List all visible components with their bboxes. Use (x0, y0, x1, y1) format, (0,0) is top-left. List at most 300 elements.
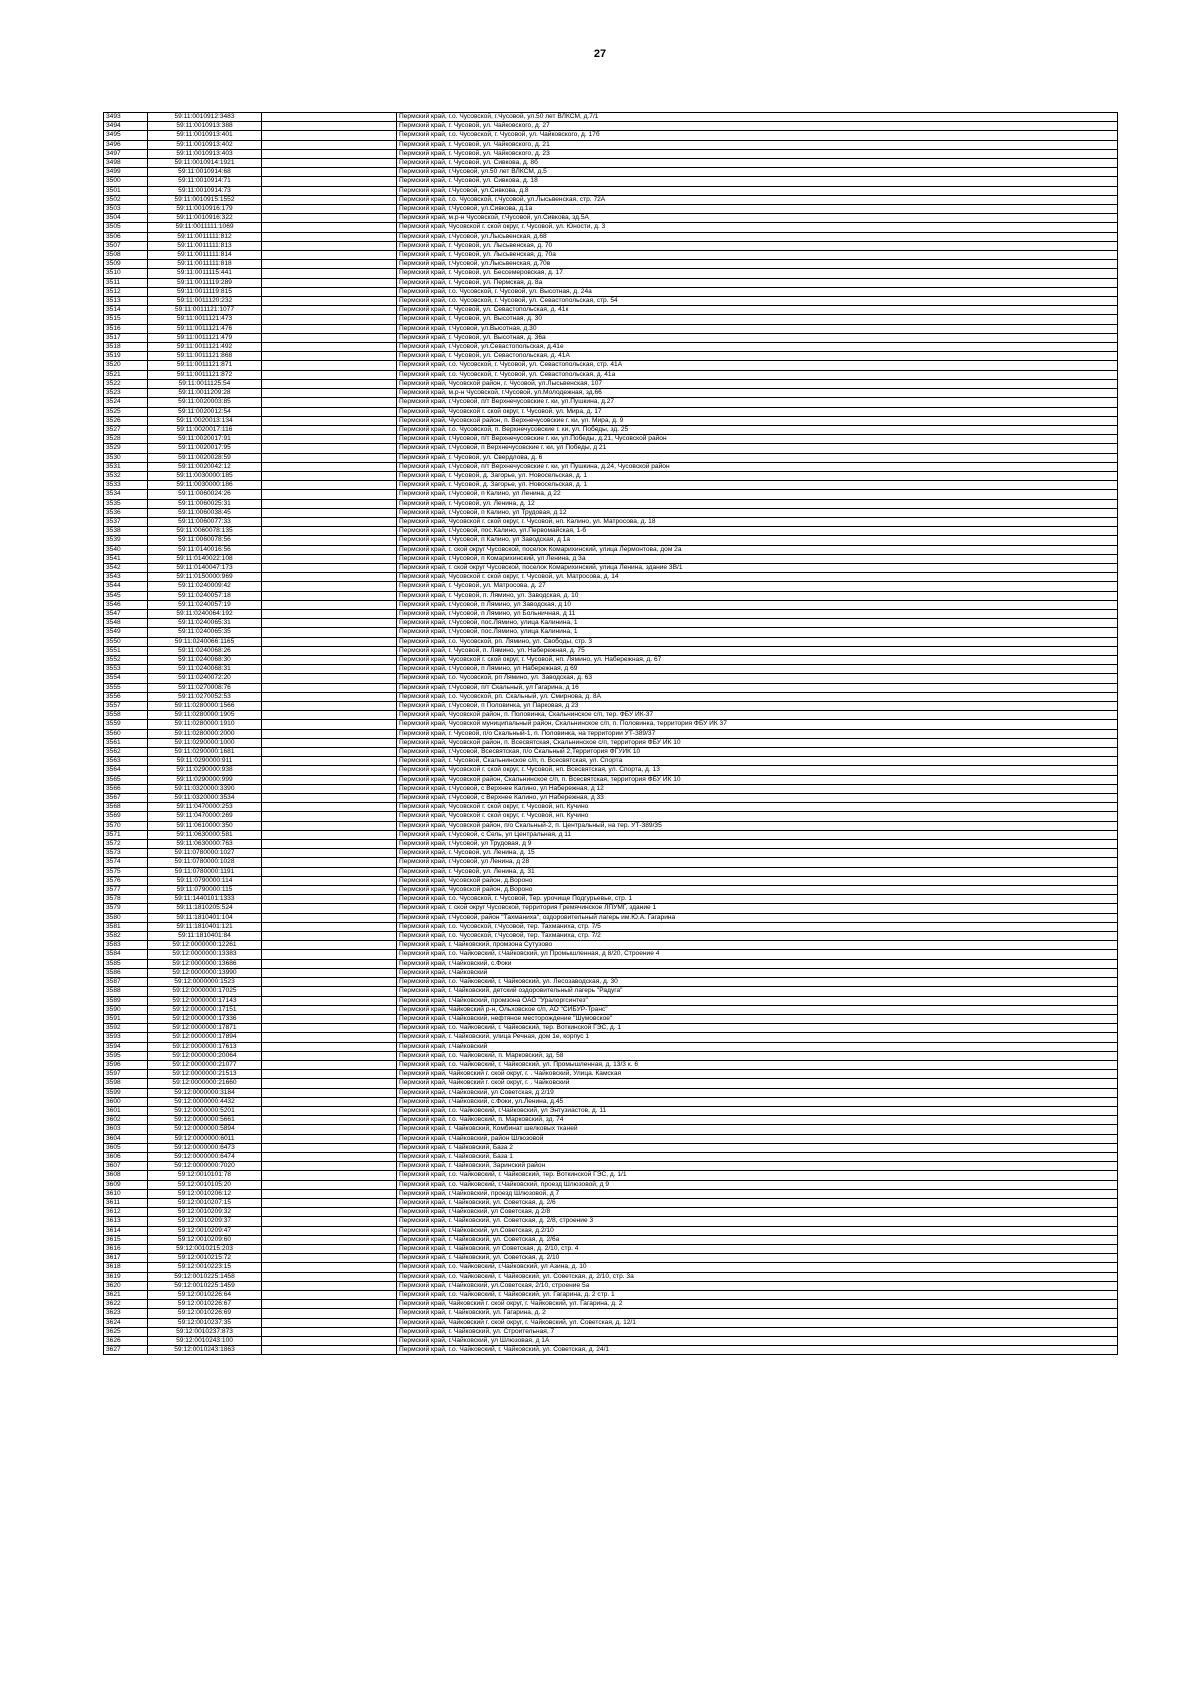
empty-cell (262, 517, 397, 526)
table-row (104, 950, 1118, 959)
table-row (104, 1300, 1118, 1309)
address: Пермский край, г.о. Чайковский, г. Чайковский, ул. Гагарина, д. 2 стр. 1 (397, 1291, 1118, 1300)
address: Пермский край, г.о. Чусовской, г.Чусовой, ул.Лысьвенская, стр. 72А (397, 195, 1118, 204)
row-number: 3583 (104, 941, 148, 950)
row-number: 3558 (104, 711, 148, 720)
empty-cell (262, 784, 397, 793)
table-row (104, 269, 1118, 278)
table-row (104, 655, 1118, 664)
empty-cell (262, 1244, 397, 1253)
row-number: 3572 (104, 840, 148, 849)
row-number: 3538 (104, 527, 148, 536)
empty-cell (262, 1263, 397, 1272)
row-number: 3573 (104, 849, 148, 858)
row-number: 3611 (104, 1198, 148, 1207)
table-row (104, 821, 1118, 830)
table-row (104, 1337, 1118, 1346)
row-number: 3496 (104, 140, 148, 149)
empty-cell (262, 1088, 397, 1097)
empty-cell (262, 812, 397, 821)
table-row (104, 407, 1118, 416)
address: Пермский край, Чусовской район, г. Чусовой, ул.Лысьвенская, 107 (397, 379, 1118, 388)
row-number: 3598 (104, 1079, 148, 1088)
empty-cell (262, 895, 397, 904)
empty-cell (262, 389, 397, 398)
table-row (104, 140, 1118, 149)
cadastral-number: 59:12:0000000:17025 (148, 987, 262, 996)
cadastral-number: 59:12:0010226:64 (148, 1291, 262, 1300)
empty-cell (262, 959, 397, 968)
address: Пермский край, г.о. Чайковский, г. Чайковский, ул. Лесозаводская, д. 30 (397, 978, 1118, 987)
cadastral-number: 59:11:0290000:1000 (148, 738, 262, 747)
table-row (104, 987, 1118, 996)
cadastral-number: 59:11:0240066:1165 (148, 637, 262, 646)
cadastral-number: 59:12:0010226:67 (148, 1300, 262, 1309)
address: Пермский край, г.Чусовой, ул.Высотная, д.30 (397, 324, 1118, 333)
cadastral-number: 59:11:0280000:1910 (148, 720, 262, 729)
cadastral-number: 59:12:0000000:4432 (148, 1097, 262, 1106)
empty-cell (262, 1042, 397, 1051)
cadastral-number: 59:11:0020013:134 (148, 416, 262, 425)
row-number: 3495 (104, 131, 148, 140)
cadastral-number: 59:12:0000000:6011 (148, 1134, 262, 1143)
empty-cell (262, 481, 397, 490)
empty-cell (262, 1198, 397, 1207)
row-number: 3566 (104, 784, 148, 793)
cadastral-number: 59:11:0780000:1191 (148, 867, 262, 876)
row-number: 3613 (104, 1217, 148, 1226)
row-number: 3600 (104, 1097, 148, 1106)
row-number: 3513 (104, 297, 148, 306)
row-number: 3549 (104, 628, 148, 637)
cadastral-number: 59:12:0010237:873 (148, 1327, 262, 1336)
address: Пермский край, г.Чайковский, ул.Советская, 2/10, строение 5а (397, 1281, 1118, 1290)
row-number: 3608 (104, 1171, 148, 1180)
table-row (104, 223, 1118, 232)
cadastral-number: 59:11:0011121:492 (148, 343, 262, 352)
cadastral-number: 59:11:0630000:581 (148, 830, 262, 839)
table-row (104, 876, 1118, 885)
empty-cell (262, 996, 397, 1005)
cadastral-number: 59:11:0290000:938 (148, 766, 262, 775)
cadastral-number: 59:11:0060078:135 (148, 527, 262, 536)
table-row (104, 453, 1118, 462)
empty-cell (262, 471, 397, 480)
table-row (104, 959, 1118, 968)
table-row (104, 1281, 1118, 1290)
row-number: 3517 (104, 333, 148, 342)
cadastral-number: 59:12:0000000:3184 (148, 1088, 262, 1097)
table-row (104, 609, 1118, 618)
cadastral-number: 59:12:0010243:1863 (148, 1346, 262, 1355)
table-row (104, 711, 1118, 720)
table-row (104, 214, 1118, 223)
table-row (104, 922, 1118, 931)
row-number: 3544 (104, 582, 148, 591)
row-number: 3570 (104, 821, 148, 830)
table-row (104, 1143, 1118, 1152)
address: Пермский край, г.о. Чусовской, рп. Скальный, ул. Смирнова, д. 8А (397, 692, 1118, 701)
table-row (104, 665, 1118, 674)
empty-cell (262, 968, 397, 977)
cadastral-number: 59:11:1810401:104 (148, 913, 262, 922)
cadastral-number: 59:12:0000000:5661 (148, 1116, 262, 1125)
cadastral-number: 59:12:0000000:13383 (148, 950, 262, 959)
empty-cell (262, 177, 397, 186)
row-number: 3610 (104, 1189, 148, 1198)
address: Пермский край, г.о. Чайковский, п. Марковский, зд. 74 (397, 1116, 1118, 1125)
row-number: 3535 (104, 499, 148, 508)
table-row (104, 748, 1118, 757)
row-number: 3536 (104, 508, 148, 517)
address: Пермский край, г.Чусовой, п/т Верхнечусовские г. ки, ул.Победы, д.21, Чусовской район (397, 435, 1118, 444)
empty-cell (262, 609, 397, 618)
empty-cell (262, 1014, 397, 1023)
table-row (104, 1309, 1118, 1318)
empty-cell (262, 278, 397, 287)
address: Пермский край, г. Чусовой, ул. Высотная, д. 36а (397, 333, 1118, 342)
cadastral-number: 59:11:0270052:53 (148, 692, 262, 701)
table-row (104, 398, 1118, 407)
table-row (104, 177, 1118, 186)
address: Пермский край, г.Чайковский, промзона ОАО "Уралоргсинтез" (397, 996, 1118, 1005)
row-number: 3603 (104, 1125, 148, 1134)
cadastral-number: 59:11:0060077:33 (148, 517, 262, 526)
address: Пермский край, г.Чусовой, п/т Верхнечусовские г. ки, ул Пушкина, д.24, Чусовской район (397, 462, 1118, 471)
table-row (104, 333, 1118, 342)
row-number: 3548 (104, 619, 148, 628)
empty-cell (262, 287, 397, 296)
row-number: 3569 (104, 812, 148, 821)
table-row (104, 416, 1118, 425)
empty-cell (262, 830, 397, 839)
empty-cell (262, 1070, 397, 1079)
row-number: 3541 (104, 554, 148, 563)
row-number: 3553 (104, 665, 148, 674)
empty-cell (262, 113, 397, 122)
empty-cell (262, 637, 397, 646)
address: Пермский край, г. ской округ Чусовской, территория Гремячинское ЛПУМГ, здание 1 (397, 904, 1118, 913)
cadastral-number: 59:11:0470000:253 (148, 803, 262, 812)
row-number: 3592 (104, 1024, 148, 1033)
address: Пермский край, Чусовской район, Скальнинское с/п, п. Всесвятская, территория ФБУ ИК 10 (397, 775, 1118, 784)
empty-cell (262, 655, 397, 664)
table-row (104, 1291, 1118, 1300)
cadastral-number: 59:11:0020012:54 (148, 407, 262, 416)
empty-cell (262, 269, 397, 278)
row-number: 3585 (104, 959, 148, 968)
empty-cell (262, 1291, 397, 1300)
table-row (104, 113, 1118, 122)
address: Пермский край, г.Чусовой, пос.Лямино, улица Калинина, 1 (397, 628, 1118, 637)
table-row (104, 775, 1118, 784)
empty-cell (262, 748, 397, 757)
cadastral-number: 59:11:0780000:1027 (148, 849, 262, 858)
table-row (104, 1079, 1118, 1088)
row-number: 3512 (104, 287, 148, 296)
empty-cell (262, 370, 397, 379)
row-number: 3551 (104, 646, 148, 655)
empty-cell (262, 453, 397, 462)
table-row (104, 1235, 1118, 1244)
empty-cell (262, 1106, 397, 1115)
table-row (104, 784, 1118, 793)
row-number: 3510 (104, 269, 148, 278)
address: Пермский край, г.Чайковский, район Шлюзовой (397, 1134, 1118, 1143)
empty-cell (262, 1134, 397, 1143)
row-number: 3627 (104, 1346, 148, 1355)
row-number: 3623 (104, 1309, 148, 1318)
row-number: 3521 (104, 370, 148, 379)
empty-cell (262, 297, 397, 306)
address: Пермский край, м.р-н Чусовской, г.Чусовой, ул.Сивкова, зд.5А (397, 214, 1118, 223)
cadastral-number: 59:11:0011121:868 (148, 352, 262, 361)
empty-cell (262, 1300, 397, 1309)
address: Пермский край, г. Чайковский, База 1 (397, 1152, 1118, 1161)
row-number: 3514 (104, 306, 148, 315)
cadastral-number: 59:12:0000000:7020 (148, 1162, 262, 1171)
address: Пермский край, Чусовской г. ской округ, г. Чусовой, ул. Юности, д. 3 (397, 223, 1118, 232)
empty-cell (262, 462, 397, 471)
empty-cell (262, 1346, 397, 1355)
address: Пермский край, г.Чусовой, ул.Лысьвенская, д.68 (397, 232, 1118, 241)
empty-cell (262, 674, 397, 683)
address: Пермский край, г.Чайковский, проезд Шлюзовой, д 7 (397, 1189, 1118, 1198)
cadastral-number: 59:12:0010223:15 (148, 1263, 262, 1272)
empty-cell (262, 821, 397, 830)
address: Пермский край, г.о. Чусовской, г. Чусовой, ул. Севастопольская, д. 41а (397, 370, 1118, 379)
row-number: 3599 (104, 1088, 148, 1097)
cadastral-number: 59:12:0000000:6474 (148, 1152, 262, 1161)
row-number: 3552 (104, 655, 148, 664)
row-number: 3518 (104, 343, 148, 352)
empty-cell (262, 932, 397, 941)
row-number: 3537 (104, 517, 148, 526)
table-row (104, 1226, 1118, 1235)
empty-cell (262, 499, 397, 508)
cadastral-number: 59:12:0010225:1458 (148, 1272, 262, 1281)
address: Пермский край, Чайковский г. ской округ, г. Чайковский, ул. Советская, д. 12/1 (397, 1318, 1118, 1327)
empty-cell (262, 1254, 397, 1263)
table-row (104, 251, 1118, 260)
empty-cell (262, 683, 397, 692)
address: Пермский край, г. Чусовой, ул. Ленина, д. 12 (397, 499, 1118, 508)
empty-cell (262, 186, 397, 195)
row-number: 3561 (104, 738, 148, 747)
row-number: 3562 (104, 748, 148, 757)
address: Пермский край, г.о. Чусовской, рп Лямино, ул. Заводская, д. 63 (397, 674, 1118, 683)
cadastral-number: 59:12:0010237:35 (148, 1318, 262, 1327)
table-row (104, 674, 1118, 683)
cadastral-number: 59:11:0010913:402 (148, 140, 262, 149)
table-row (104, 1125, 1118, 1134)
empty-cell (262, 527, 397, 536)
address: Пермский край, г. Чайковский, ул Советская, д. 2/10, стр. 4 (397, 1244, 1118, 1253)
cadastral-number: 59:11:1440101:1333 (148, 895, 262, 904)
row-number: 3494 (104, 122, 148, 131)
table-row (104, 932, 1118, 941)
address: Пермский край, Чусовской муниципальный район, Скальнинское с/п, п. Половинка, территория ФБУ ИК 37 (397, 720, 1118, 729)
table-row (104, 297, 1118, 306)
table-row (104, 490, 1118, 499)
cadastral-number: 59:11:0470000:269 (148, 812, 262, 821)
cadastral-number: 59:11:1810401:84 (148, 932, 262, 941)
address: Пермский край, г. Чусовой, ул. Севастопольская, д. 41к (397, 306, 1118, 315)
cadastral-number: 59:12:0000000:17894 (148, 1033, 262, 1042)
cadastral-number: 59:11:0060078:56 (148, 536, 262, 545)
table-row (104, 738, 1118, 747)
row-number: 3605 (104, 1143, 148, 1152)
row-number: 3594 (104, 1042, 148, 1051)
empty-cell (262, 665, 397, 674)
address: Пермский край, г. Чайковский, База 2 (397, 1143, 1118, 1152)
address: Пермский край, г. Чусовой, ул. Чайковского, д. 23 (397, 149, 1118, 158)
address: Пермский край, г.о. Чайковский, г. Чайковский, тер. Воткинской ГЭС, д. 1/1 (397, 1171, 1118, 1180)
table-row (104, 766, 1118, 775)
cadastral-number: 59:11:0010913:388 (148, 122, 262, 131)
address: Пермский край, г.Чусовой, пос.Калино, ул.Первомайская, 1-б (397, 527, 1118, 536)
row-number: 3498 (104, 159, 148, 168)
row-number: 3559 (104, 720, 148, 729)
cadastral-number: 59:12:0010215:72 (148, 1254, 262, 1263)
address: Пермский край, г. Чусовой, ул. Свердлова, д. 6 (397, 453, 1118, 462)
table-row (104, 435, 1118, 444)
row-number: 3542 (104, 563, 148, 572)
table-row (104, 1051, 1118, 1060)
empty-cell (262, 545, 397, 554)
cadastral-number: 59:11:0011121:473 (148, 315, 262, 324)
address: Пермский край, г.Чусовой, п Половинка, ул Парковая, д 23 (397, 702, 1118, 711)
table-row (104, 1134, 1118, 1143)
empty-cell (262, 1327, 397, 1336)
cadastral-number: 59:11:0240068:30 (148, 655, 262, 664)
table-row (104, 554, 1118, 563)
row-number: 3500 (104, 177, 148, 186)
row-number: 3550 (104, 637, 148, 646)
table-row (104, 471, 1118, 480)
table-row (104, 1327, 1118, 1336)
address: Пермский край, г.о. Чайковский, г.Чайковский, ул Промышленная, д 8/20, Строение 4 (397, 950, 1118, 959)
table-row (104, 794, 1118, 803)
cadastral-number: 59:12:0000000:17613 (148, 1042, 262, 1051)
address: Пермский край, г. Чусовой, ул. Лысьвенская, д. 70а (397, 251, 1118, 260)
table-row (104, 324, 1118, 333)
empty-cell (262, 904, 397, 913)
table-row (104, 867, 1118, 876)
address: Пермский край, г.Чайковский, нефтяное месторождение "Шумовское" (397, 1014, 1118, 1023)
cadastral-number: 59:12:0000000:5894 (148, 1125, 262, 1134)
table-row (104, 131, 1118, 140)
cadastral-number: 59:12:0000000:13990 (148, 968, 262, 977)
table-row (104, 803, 1118, 812)
empty-cell (262, 214, 397, 223)
row-number: 3624 (104, 1318, 148, 1327)
address: Пермский край, Чусовской район, д.Вороно (397, 886, 1118, 895)
cadastral-number: 59:11:0011111:813 (148, 241, 262, 250)
cadastral-number: 59:11:0020003:85 (148, 398, 262, 407)
row-number: 3587 (104, 978, 148, 987)
cadastral-number: 59:11:0790000:114 (148, 876, 262, 885)
empty-cell (262, 757, 397, 766)
cadastral-number: 59:12:0010209:32 (148, 1208, 262, 1217)
row-number: 3493 (104, 113, 148, 122)
address: Пермский край, Чусовской район, д.Вороно (397, 876, 1118, 885)
cadastral-number: 59:12:0000000:20064 (148, 1051, 262, 1060)
empty-cell (262, 591, 397, 600)
table-row (104, 619, 1118, 628)
empty-cell (262, 1217, 397, 1226)
address: Пермский край, г.Чусовой, пос.Лямино, улица Калинина, 1 (397, 619, 1118, 628)
empty-cell (262, 692, 397, 701)
address: Пермский край, г.Чусовой, ул.Сивкова, д.1а (397, 205, 1118, 214)
row-number: 3524 (104, 398, 148, 407)
row-number: 3584 (104, 950, 148, 959)
row-number: 3626 (104, 1337, 148, 1346)
table-row (104, 1254, 1118, 1263)
address: Пермский край, г.Чусовой, п Комарихинский, ул Ленина, д 3а (397, 554, 1118, 563)
table-row (104, 1116, 1118, 1125)
table-row (104, 481, 1118, 490)
address: Пермский край, г. Чусовой, ул. Сивкова, д. 8б (397, 159, 1118, 168)
address: Пермский край, г.о. Чусовской, п. Верхнечусовские г. ки, ул. Победы, зд. 25 (397, 425, 1118, 434)
empty-cell (262, 950, 397, 959)
cadastral-number: 59:12:0010225:1459 (148, 1281, 262, 1290)
table-row (104, 149, 1118, 158)
row-number: 3526 (104, 416, 148, 425)
table-row (104, 692, 1118, 701)
address: Пермский край, Чусовской г. ской округ, г. Чусовой, ул. Мира, д. 17 (397, 407, 1118, 416)
cadastral-number: 59:11:0010913:403 (148, 149, 262, 158)
address: Пермский край, Чайковский г. ской округ, г. Чайковский, ул. Гагарина, д. 2 (397, 1300, 1118, 1309)
table-row (104, 591, 1118, 600)
empty-cell (262, 149, 397, 158)
cadastral-number: 59:11:0020017:116 (148, 425, 262, 434)
empty-cell (262, 1226, 397, 1235)
table-row (104, 287, 1118, 296)
row-number: 3504 (104, 214, 148, 223)
cadastral-number: 59:11:0011119:815 (148, 287, 262, 296)
cadastral-number: 59:12:0000000:21513 (148, 1070, 262, 1079)
row-number: 3591 (104, 1014, 148, 1023)
empty-cell (262, 260, 397, 269)
row-number: 3568 (104, 803, 148, 812)
page-number: 27 (593, 48, 607, 60)
row-number: 3523 (104, 389, 148, 398)
address: Пермский край, г.Чайковский, ул Советская, д 2/19 (397, 1088, 1118, 1097)
row-number: 3612 (104, 1208, 148, 1217)
row-number: 3533 (104, 481, 148, 490)
empty-cell (262, 849, 397, 858)
row-number: 3580 (104, 913, 148, 922)
cadastral-number: 59:11:0030000:185 (148, 471, 262, 480)
empty-cell (262, 775, 397, 784)
table-row (104, 1097, 1118, 1106)
row-number: 3543 (104, 573, 148, 582)
empty-cell (262, 867, 397, 876)
table-row (104, 306, 1118, 315)
cadastral-number: 59:12:0010209:60 (148, 1235, 262, 1244)
address: Пермский край, г. Чусовой, п. Лямино, ул. Заводская, д. 10 (397, 591, 1118, 600)
table-row (104, 1272, 1118, 1281)
empty-cell (262, 858, 397, 867)
table-row (104, 1180, 1118, 1189)
table-row (104, 941, 1118, 950)
cadastral-number: 59:11:0010913:401 (148, 131, 262, 140)
address: Пермский край, г. Чайковский, ул. Гагарина, д. 2 (397, 1309, 1118, 1318)
table-row (104, 278, 1118, 287)
empty-cell (262, 1024, 397, 1033)
cadastral-number: 59:12:0000000:6473 (148, 1143, 262, 1152)
